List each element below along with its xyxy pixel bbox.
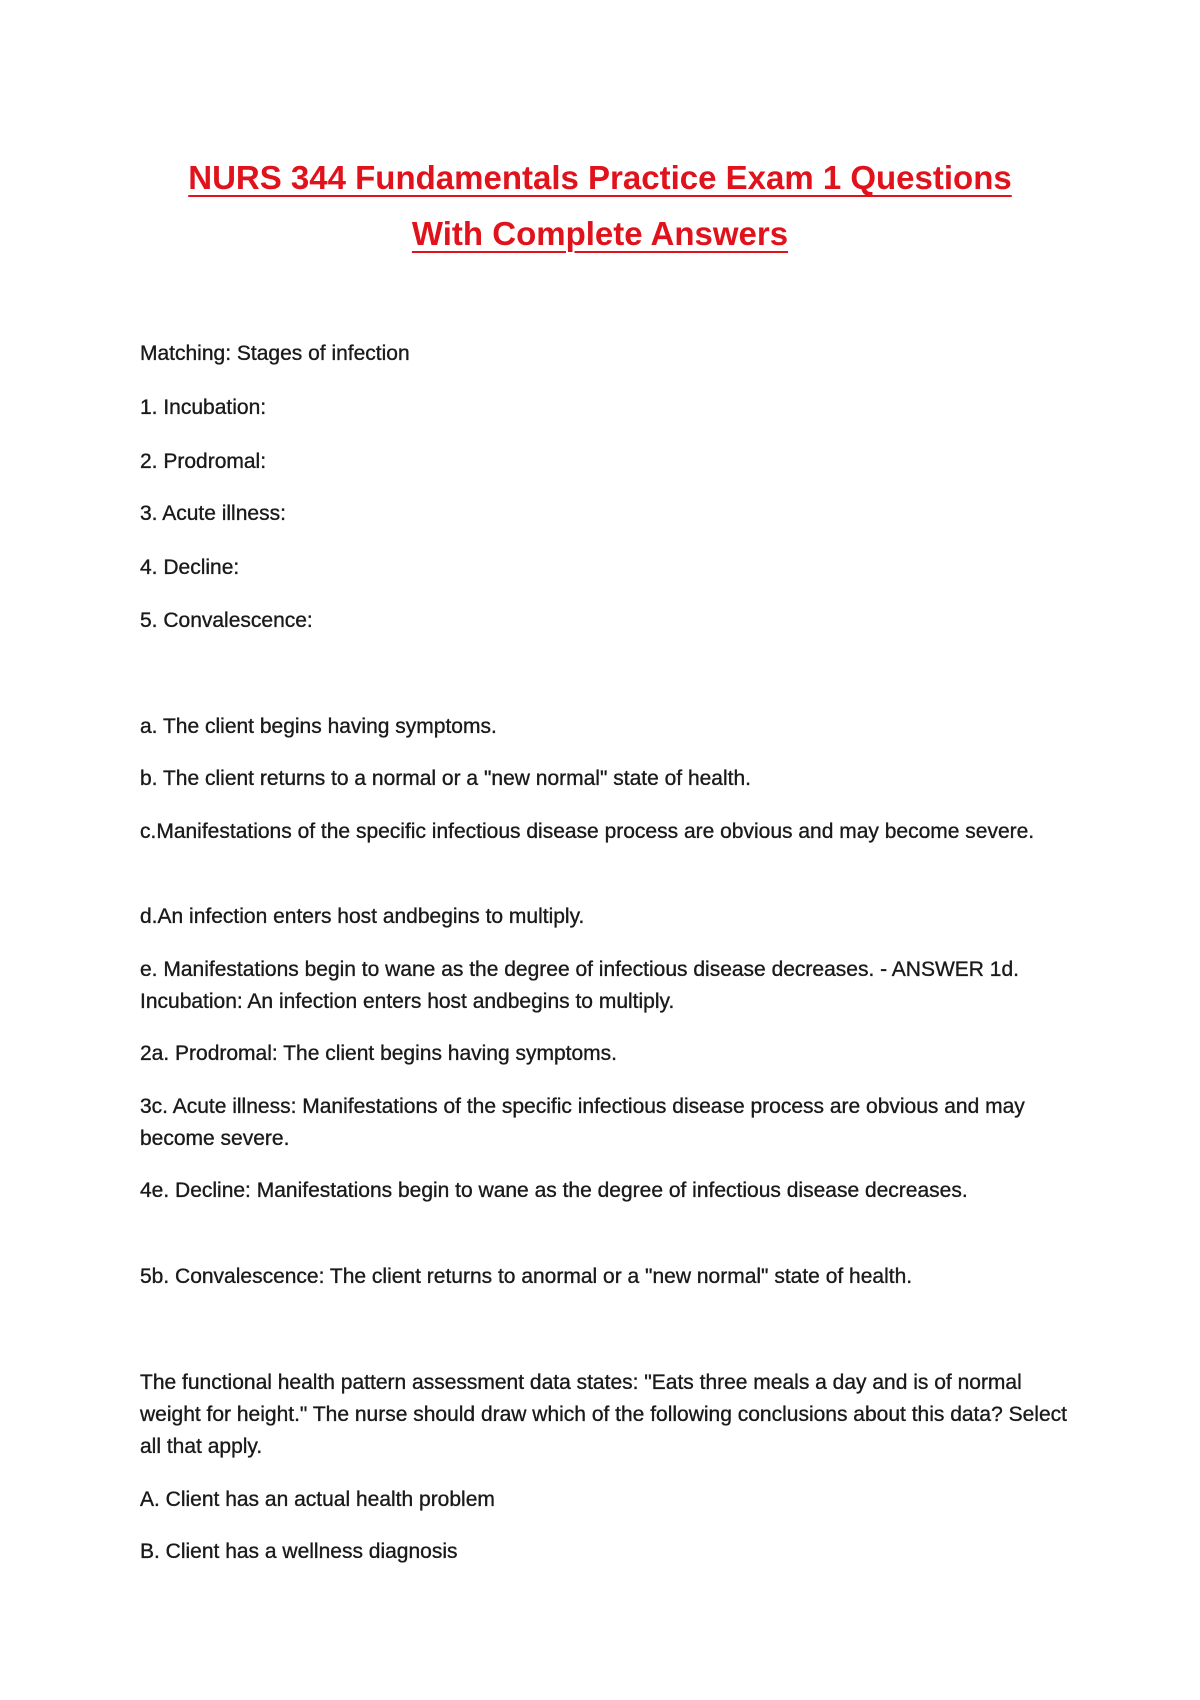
- answer-item: 4e. Decline: Manifestations begin to wane as the degree of infectious disease decreases.: [140, 1179, 968, 1202]
- option-item: a. The client begins having symptoms.: [140, 715, 497, 738]
- question-text: The functional health pattern assessment data states: "Eats three meals a day and is of normal weight for height." The nurse should draw which of the following conclusions about this data? Select all that apply.: [140, 1371, 1067, 1458]
- document-title: [100, 150, 1100, 262]
- option-item: d.An infection enters host andbegins to multiply.: [140, 905, 585, 928]
- title-line-1: NURS 344 Fundamentals Practice Exam 1 Questions: [188, 159, 1012, 196]
- stage-item: 2. Prodromal:: [140, 450, 267, 473]
- stage-item: 1. Incubation:: [140, 396, 267, 419]
- choice-item: A. Client has an actual health problem: [140, 1488, 495, 1511]
- title-line-2: With Complete Answers: [411, 215, 789, 252]
- option-item: b. The client returns to a normal or a "new normal" state of health.: [140, 767, 751, 790]
- stage-item: 3. Acute illness:: [140, 502, 286, 525]
- stage-item: 4. Decline:: [140, 556, 240, 579]
- choice-item: B. Client has a wellness diagnosis: [140, 1540, 458, 1563]
- answer-item: 3c. Acute illness: Manifestations of the specific infectious disease process are obvious and may become severe.: [140, 1095, 1025, 1150]
- stage-item: 5. Convalescence:: [140, 609, 313, 632]
- answer-item: 2a. Prodromal: The client begins having symptoms.: [140, 1042, 618, 1065]
- option-item: e. Manifestations begin to wane as the degree of infectious disease decreases. - ANSWER 1d. Incubation: An infection enters host andbegins to multiply.: [140, 958, 1019, 1013]
- option-item: c.Manifestations of the specific infectious disease process are obvious and may become severe.: [140, 820, 1035, 843]
- section-heading: Matching: Stages of infection: [140, 342, 410, 365]
- answer-item: 5b. Convalescence: The client returns to anormal or a "new normal" state of health.: [140, 1265, 913, 1288]
